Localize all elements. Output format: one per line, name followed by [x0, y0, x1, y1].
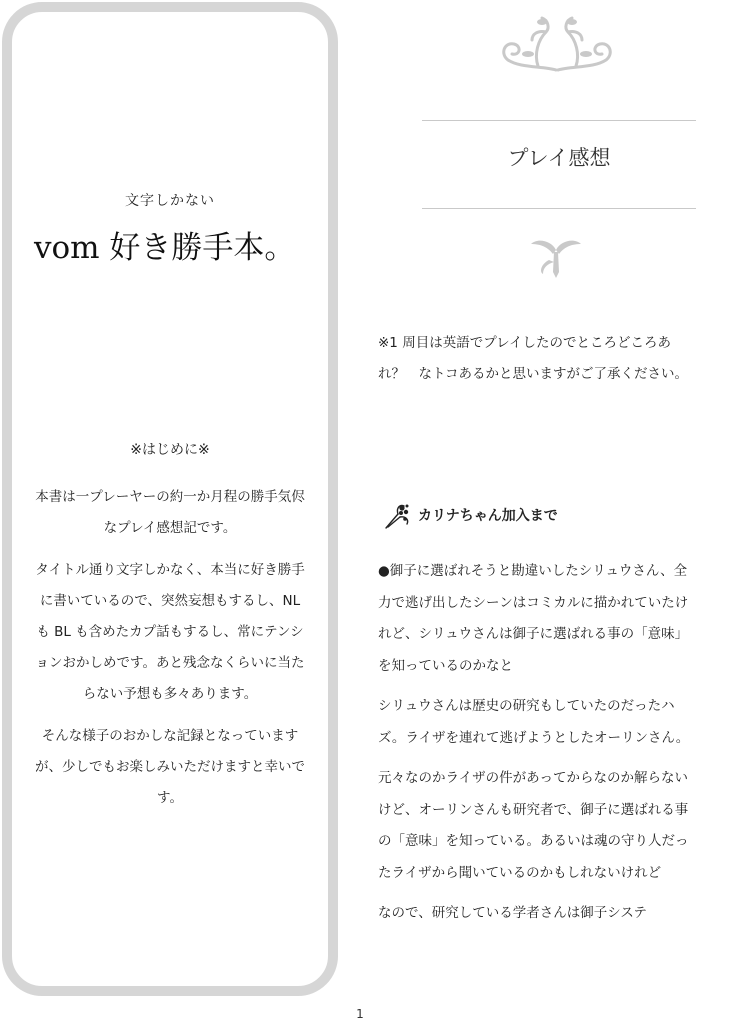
floral-scroll-ornament-icon [498, 10, 616, 78]
fleur-ornament-icon [527, 236, 585, 280]
section-title: プレイ感想 [507, 146, 611, 170]
book-title: vom 好き勝手本。 [34, 230, 296, 266]
page-number: 1 [356, 1007, 364, 1021]
article-paragraph: ●御子に選ばれそうと勘違いしたシリュウさん、全力で逃げ出したシーンはコミカルに描かれていたけれど、シリュウさんは御子に選ばれる事の「意味」を知っているのかなと [378, 563, 689, 674]
sub-heading [382, 497, 682, 533]
book-subtitle: 文字しかない [125, 193, 215, 209]
article-body [378, 556, 696, 939]
article-paragraph: 元々なのかライザの件があってからなのか解らないけど、オーリンさんも研究者で、御子に選ばれる事の「意味」を知っている。あるいは魂の守り人だったライザから聞いているのかもしれないけれど [378, 770, 689, 881]
intro-paragraph: そんな様子のおかしな記録となっていますが、少しでもお楽しみいただけますと幸いです。 [35, 728, 305, 806]
intro-heading: ※はじめに※ [130, 442, 210, 458]
divider-top [422, 120, 696, 121]
article-paragraph: なので、研究している学者さんは御子システ [378, 905, 648, 921]
intro-body [34, 482, 306, 825]
sub-heading-text: カリナちゃん加入まで [418, 508, 558, 524]
intro-panel [2, 2, 338, 996]
article-paragraph: シリュウさんは歴史の研究もしていたのだったハズ。ライザを連れて逃げようとしたオーリンさん。 [378, 698, 690, 746]
translation-note: ※1 周目は英語でプレイしたのでところどころあれ？ なトコあるかと思いますがご了承ください。 [378, 335, 688, 382]
flower-bouquet-icon [382, 500, 412, 530]
intro-paragraph: 本書は一プレーヤーの約一か月程の勝手気侭なプレイ感想記です。 [35, 489, 305, 536]
divider-bottom [422, 208, 696, 209]
intro-paragraph: タイトル通り文字しかなく、本当に好き勝手に書いているので、突然妄想もするし、NL も BL も含めたカプ話もするし、常にテンションおかしめです。あと残念なくらいに当たらない予想も多々あります。 [35, 562, 305, 702]
